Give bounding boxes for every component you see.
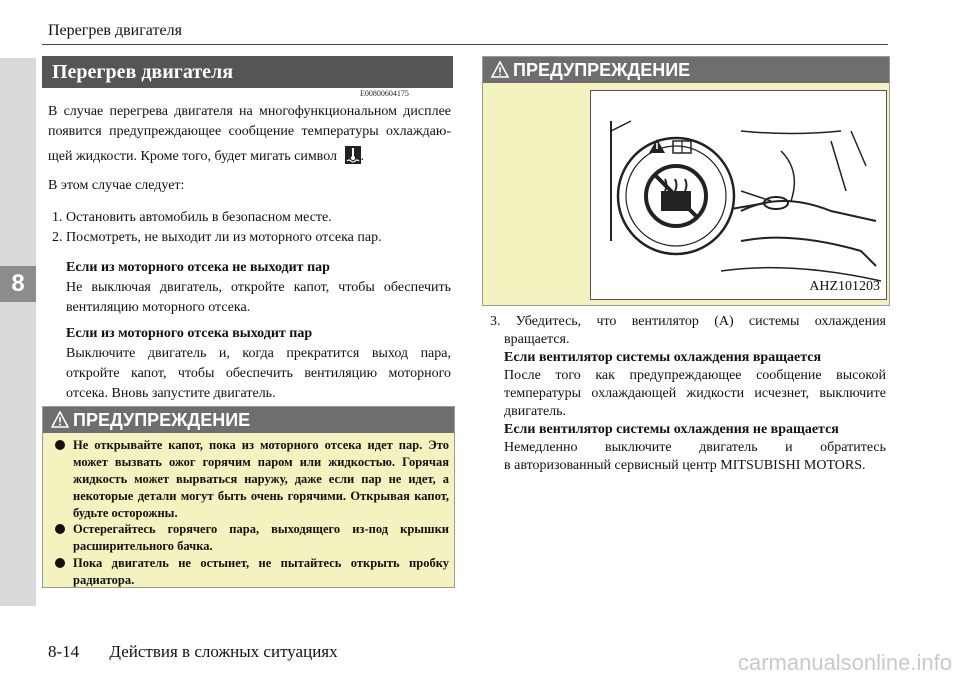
no-steam-heading: Если из моторного отсека не выходит пар	[66, 260, 330, 275]
warning-header-left	[43, 407, 454, 433]
warning-bullet-2	[55, 521, 449, 555]
steam-line-2: откройте капот, чтобы обеспечить вентиляцию моторного	[66, 366, 451, 381]
bullet-icon	[55, 524, 65, 534]
warning-bullet-1-text: Не открывайте капот, пока из моторного отсека идет пар. Это может вызвать ожог горячим паром или жидкостью. Горячая жидкость может вырваться наружу, даже если пар не идет, а некоторые детали могут быть очень горячими. Открывая капот, будьте осторожны.	[73, 438, 449, 520]
watermark: carmanualsonline.info	[737, 650, 952, 675]
fan-rotating-line-3: двигатель.	[504, 404, 567, 419]
steam-heading: Если из моторного отсека выходит пар	[66, 326, 313, 341]
bullet-icon	[55, 440, 65, 450]
warning-box-left	[42, 406, 455, 588]
figure-caption: AHZ101203	[809, 279, 880, 294]
intro-line-3-end: .	[360, 149, 365, 164]
step-3-line-1: 3. Убедитесь, что вентилятор (A) системы охлаждения	[490, 314, 886, 329]
side-strip	[0, 58, 36, 606]
no-steam-line-2: вентиляцию моторного отсека.	[66, 300, 251, 315]
no-open-hot-cap-icon	[646, 166, 706, 226]
then-text: В этом случае следует:	[48, 178, 185, 193]
warning-title-left: ПРЕДУПРЕЖДЕНИЕ	[73, 410, 251, 430]
intro-line-1: В случае перегрева двигателя на многофункциональном дисплее	[48, 104, 451, 119]
warning-bullet-1	[55, 437, 449, 522]
page-footer	[48, 642, 338, 662]
intro-line-3	[48, 146, 451, 167]
step-2: 2. Посмотреть, не выходит ли из моторного отсека пар.	[52, 230, 382, 245]
engine-bay-illustration	[591, 91, 886, 299]
chapter-name: Действия в сложных ситуациях	[109, 642, 338, 661]
page-number: 8-14	[48, 642, 80, 661]
fan-not-rotating-line-2: в авторизованный сервисный центр MITSUBISHI MOTORS.	[504, 458, 866, 473]
warning-triangle-icon	[51, 410, 69, 436]
no-steam-line-1: Не выключая двигатель, откройте капот, чтобы обеспечить	[66, 280, 451, 295]
bullet-icon	[55, 558, 65, 568]
section-code: E00800604175	[360, 89, 409, 98]
fan-rotating-line-2: температуры охлаждающей жидкости исчезнет, выключите	[504, 386, 886, 401]
intro-line-3-text: щей жидкости. Кроме того, будет мигать символ	[48, 149, 338, 164]
steam-line-1: Выключите двигатель и, когда прекратится выход пара,	[66, 346, 451, 361]
warning-bullet-2-text: Остерегайтесь горячего пара, выходящего из-под крышки расширительного бачка.	[73, 522, 449, 553]
step-3-line-2: вращается.	[504, 332, 570, 347]
running-head: Перегрев двигателя	[48, 22, 182, 39]
coolant-temperature-icon	[345, 146, 361, 164]
fan-not-rotating-line-1: Немедленно выключите двигатель и обратитесь	[504, 440, 886, 455]
warning-header-right	[483, 57, 889, 83]
intro-line-2: появится предупреждающее сообщение температуры охлаждаю-	[48, 124, 451, 139]
step-1: 1. Остановить автомобиль в безопасном месте.	[52, 210, 332, 225]
warning-bullet-3-text: Пока двигатель не остынет, не пытайтесь открыть пробку радиатора.	[73, 556, 449, 587]
section-title: Перегрев двигателя	[42, 56, 453, 88]
warning-triangle-icon	[491, 60, 509, 86]
header-rule	[42, 44, 888, 45]
warning-title-right: ПРЕДУПРЕЖДЕНИЕ	[513, 60, 691, 80]
chapter-tab: 8	[0, 266, 36, 302]
radiator-cap-figure	[590, 90, 887, 300]
fan-not-rotating-heading: Если вентилятор системы охлаждения не вращается	[504, 422, 839, 437]
fan-rotating-line-1: После того как предупреждающее сообщение высокой	[504, 368, 886, 383]
warning-bullet-3	[55, 555, 449, 589]
steam-line-3: отсека. Вновь запустите двигатель.	[66, 386, 276, 401]
fan-rotating-heading: Если вентилятор системы охлаждения вращается	[504, 350, 822, 365]
